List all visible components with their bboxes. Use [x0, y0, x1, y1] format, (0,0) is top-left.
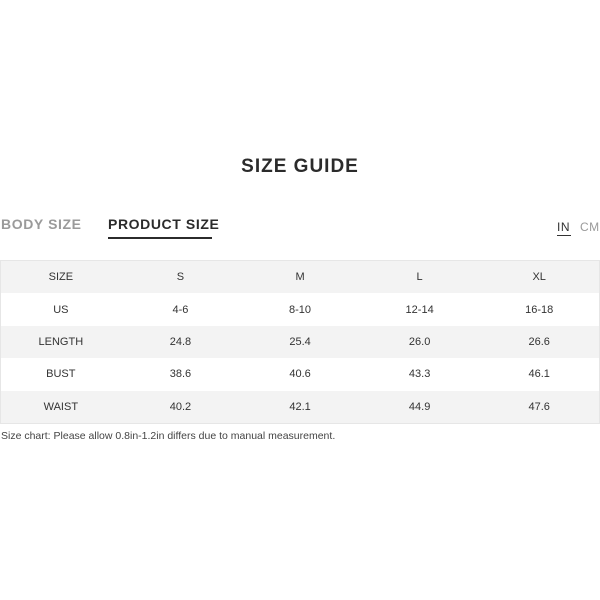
table-cell: 40.6	[289, 368, 311, 381]
table-cell: 43.3	[408, 368, 431, 381]
measurement-note: Size chart: Please allow 0.8in-1.2in differs due to manual measurement.	[1, 430, 336, 442]
table-cell: 46.1	[528, 368, 550, 381]
active-unit-indicator	[557, 235, 571, 236]
table-cell: 8-10	[289, 303, 312, 316]
table-cell: 16-18	[525, 303, 554, 316]
table-header-cell: XL	[532, 271, 546, 284]
table-row-label: US	[53, 303, 69, 316]
table-cell: 42.1	[289, 400, 311, 413]
table-row-label: LENGTH	[38, 335, 84, 348]
table-row	[1, 326, 600, 358]
table-cell: 4-6	[172, 303, 189, 316]
table-row-label: BUST	[46, 368, 76, 381]
table-cell: 12-14	[405, 303, 434, 316]
table-cell: 44.9	[408, 400, 431, 413]
table-cell: 26.0	[408, 335, 431, 348]
table-cell: 25.4	[289, 335, 311, 348]
table-header-cell: SIZE	[48, 271, 74, 284]
tab-body-size[interactable]: BODY SIZE	[1, 216, 82, 232]
table-cell: 38.6	[169, 368, 192, 381]
tab-product-size[interactable]: PRODUCT SIZE	[108, 216, 220, 232]
table-header-row	[1, 261, 600, 294]
table-cell: 40.2	[169, 400, 192, 413]
table-row	[1, 358, 600, 390]
table-row	[1, 293, 600, 325]
table-cell: 24.8	[169, 335, 192, 348]
table-header-cell: S	[176, 271, 185, 284]
page-title: SIZE GUIDE	[241, 156, 359, 177]
size-table	[0, 260, 600, 424]
table-cell: 47.6	[528, 400, 550, 413]
table-header-cell: M	[295, 271, 305, 284]
unit-toggle-in[interactable]: IN	[557, 220, 570, 234]
unit-toggle-cm[interactable]: CM	[580, 220, 600, 234]
table-cell: 26.6	[528, 335, 550, 348]
table-header-cell: L	[416, 271, 423, 284]
table-row-label: WAIST	[43, 400, 79, 413]
table-row	[1, 391, 600, 424]
active-tab-indicator	[108, 237, 212, 239]
